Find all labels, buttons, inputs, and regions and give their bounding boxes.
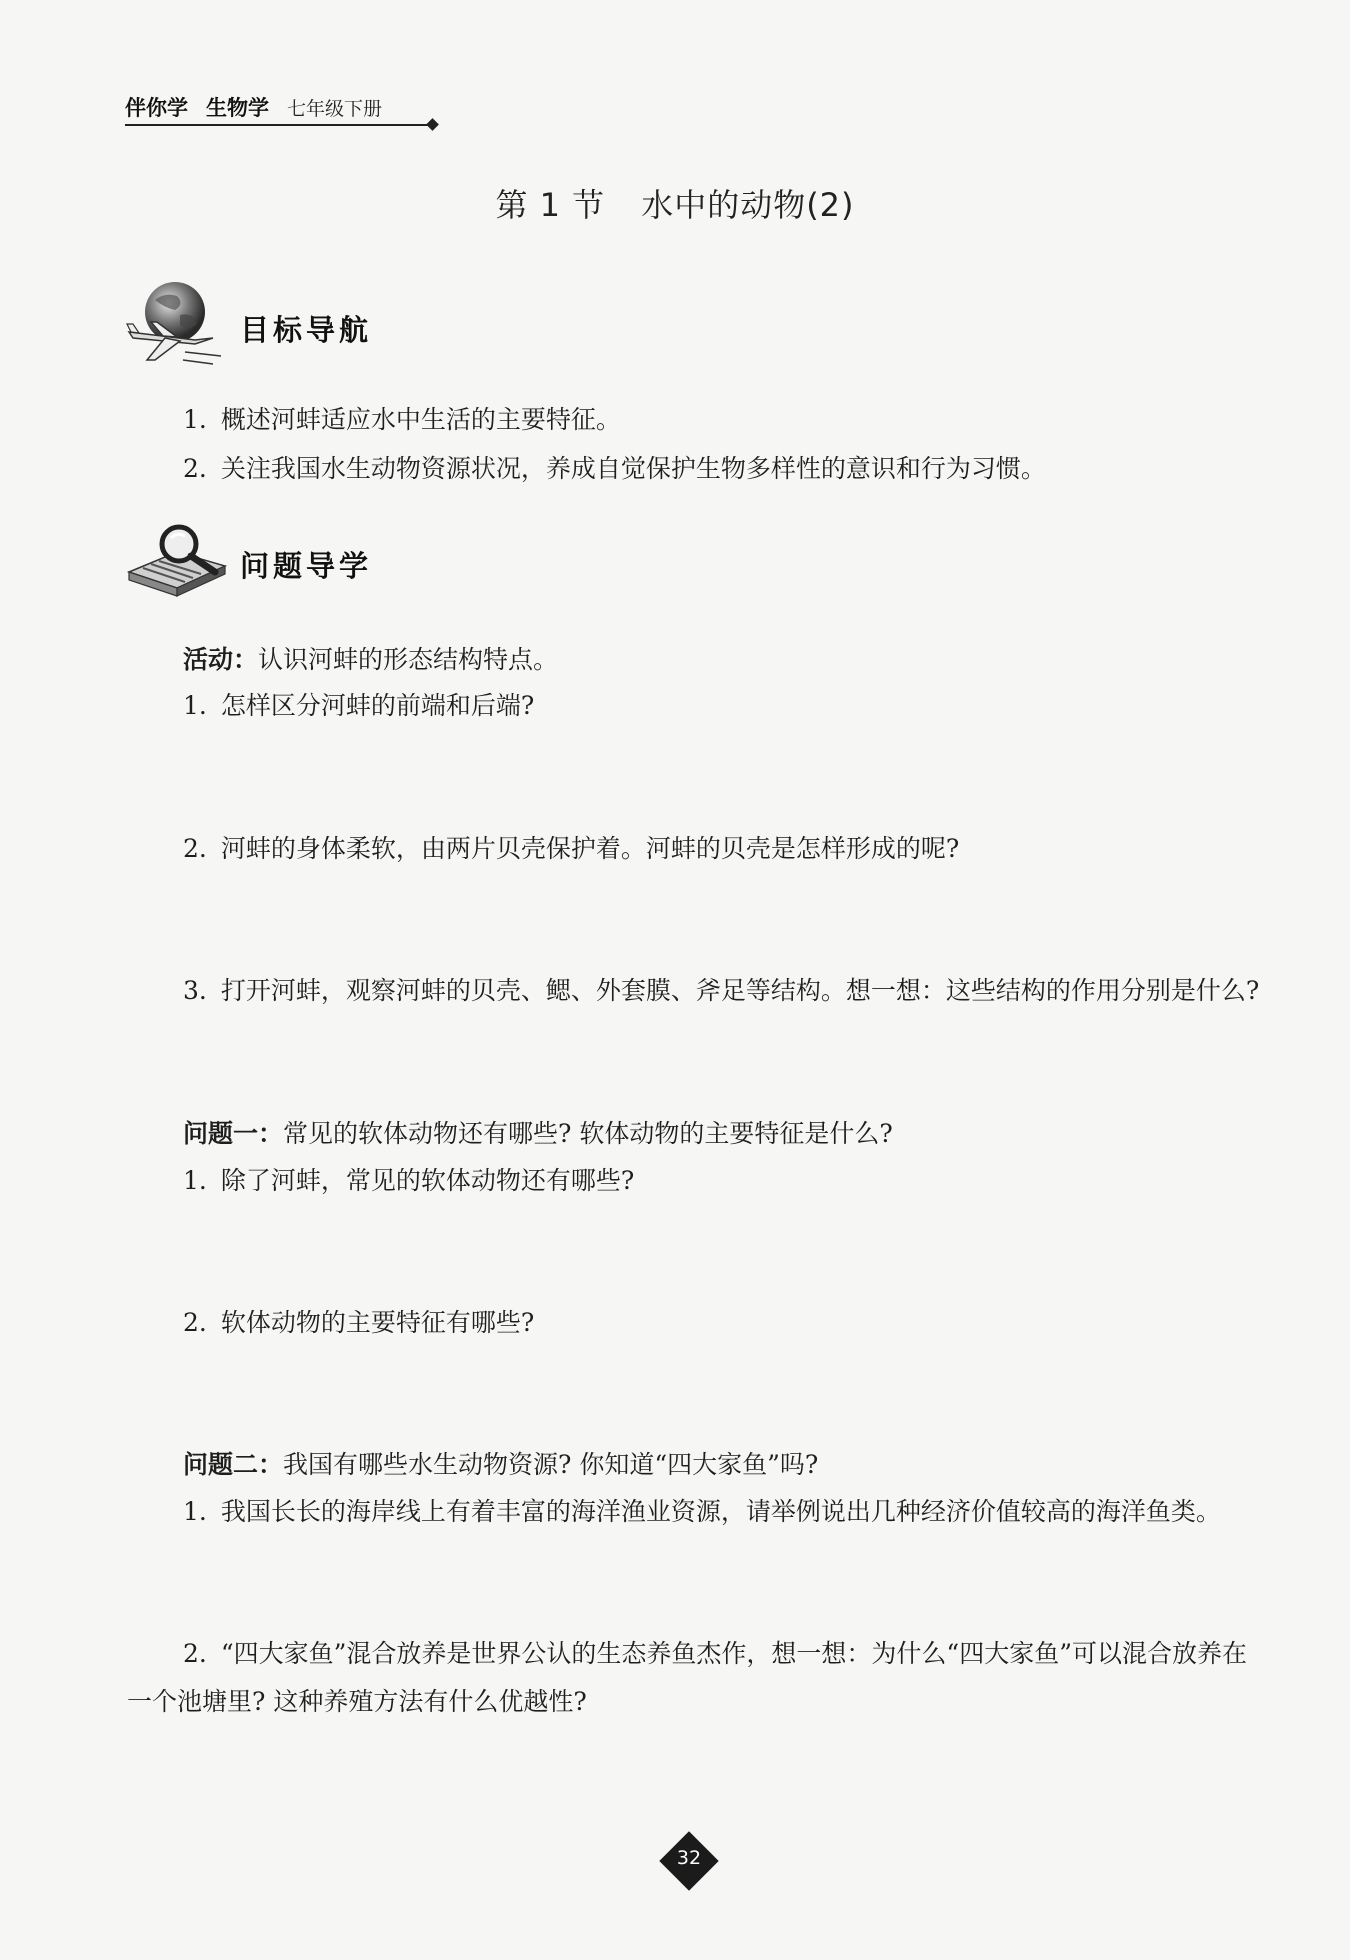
goal-num-1: 1.	[183, 405, 207, 434]
guide-heading: 问题导学	[240, 549, 373, 583]
page-number: 32	[676, 1847, 702, 1869]
problem2-label: 问题二：	[183, 1450, 284, 1479]
guide-section-header	[125, 522, 425, 612]
goal-item-1	[183, 403, 621, 437]
page-title	[0, 180, 1350, 226]
problem2-q2-text: “四大家鱼”混合放养是世界公认的生态养鱼杰作，想一想：为什么“四大家鱼”可以混合放养在一个池塘里? 这种养殖方法有什么优越性?	[127, 1639, 1247, 1716]
goal-text-1: 概述河蚌适应水中生活的主要特征。	[220, 405, 621, 434]
activity-q3-num: 3.	[183, 976, 207, 1005]
activity-q3-text: 打开河蚌，观察河蚌的贝壳、鳃、外套膜、斧足等结构。想一想：这些结构的作用分别是什么?	[220, 976, 1260, 1005]
problem1-label: 问题一：	[183, 1119, 284, 1148]
activity-q2-num: 2.	[183, 834, 207, 863]
problem2-question-2	[127, 1630, 1249, 1726]
problem2-heading	[183, 1448, 818, 1482]
problem1-q2-text: 软体动物的主要特征有哪些?	[220, 1308, 535, 1337]
activity-question-1	[183, 689, 534, 723]
problem2-q1-num: 1.	[183, 1497, 207, 1526]
globe-airplane-icon	[125, 280, 230, 374]
problem2-text: 我国有哪些水生动物资源? 你知道“四大家鱼”吗?	[283, 1450, 819, 1479]
activity-label: 活动：	[183, 645, 259, 674]
magnifier-book-icon	[125, 522, 230, 606]
activity-q1-num: 1.	[183, 691, 207, 720]
problem1-question-1	[183, 1164, 634, 1198]
goal-text-2: 关注我国水生动物资源状况，养成自觉保护生物多样性的意识和行为习惯。	[220, 454, 1046, 483]
problem2-q1-text: 我国长长的海岸线上有着丰富的海洋渔业资源，请举例说出几种经济价值较高的海洋鱼类。	[220, 1497, 1221, 1526]
activity-q2-text: 河蚌的身体柔软，由两片贝壳保护着。河蚌的贝壳是怎样形成的呢?	[220, 834, 960, 863]
problem1-q1-num: 1.	[183, 1166, 207, 1195]
title-name: 水中的动物(2)	[641, 186, 855, 224]
problem1-heading	[183, 1117, 893, 1151]
header-diamond	[426, 118, 439, 131]
activity-question-3	[183, 974, 1259, 1008]
problem1-q1-text: 除了河蚌，常见的软体动物还有哪些?	[220, 1166, 635, 1195]
header-rule	[125, 124, 430, 126]
title-section: 第 1 节	[495, 186, 606, 224]
problem2-question-1	[127, 1488, 1249, 1536]
goals-section-header	[125, 280, 425, 370]
goal-num-2: 2.	[183, 454, 207, 483]
goals-heading: 目标导航	[240, 313, 373, 347]
activity-heading	[183, 643, 558, 677]
goal-item-2	[183, 452, 1046, 486]
activity-text: 认识河蚌的形态结构特点。	[258, 645, 559, 674]
header-brand: 伴你学	[125, 96, 188, 120]
problem2-q2-num: 2.	[183, 1639, 207, 1668]
problem1-text: 常见的软体动物还有哪些? 软体动物的主要特征是什么?	[283, 1119, 893, 1148]
header-grade: 七年级下册	[287, 98, 383, 120]
problem1-q2-num: 2.	[183, 1308, 207, 1337]
running-header	[125, 92, 440, 128]
problem1-question-2	[183, 1306, 534, 1340]
activity-q1-text: 怎样区分河蚌的前端和后端?	[220, 691, 535, 720]
header-subject: 生物学	[206, 96, 269, 120]
activity-question-2	[183, 832, 959, 866]
